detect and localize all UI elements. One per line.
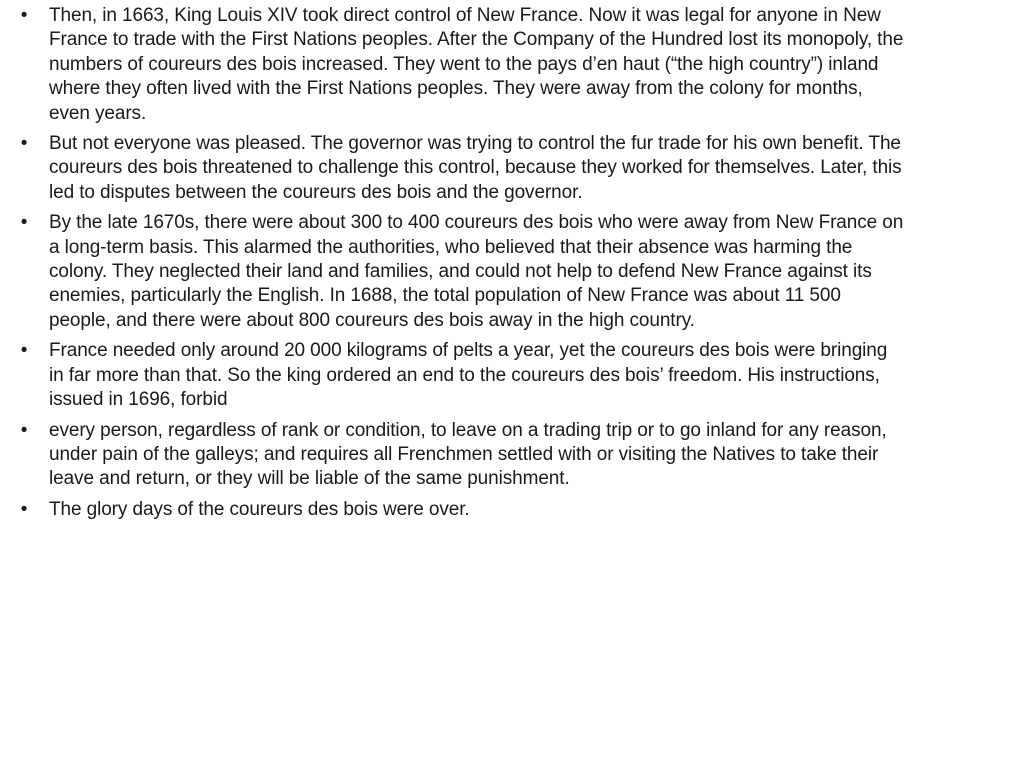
bullet-item	[14, 4, 904, 126]
bullet-item	[14, 498, 904, 522]
bullet-icon: •	[20, 340, 28, 362]
bullet-item	[14, 211, 904, 333]
bullet-icon: •	[20, 212, 28, 234]
bullet-text: France needed only around 20 000 kilograms of pelts a year, yet the coureurs des bois were bringing in far more than that. So the king ordered an end to the coureurs des bois’ freedom. His instructions, issued in 1696, forbid	[49, 340, 888, 411]
bullet-list	[14, 4, 904, 528]
bullet-item	[14, 132, 904, 205]
bullet-icon: •	[20, 133, 28, 155]
bullet-icon: •	[20, 419, 28, 441]
bullet-item	[14, 419, 904, 492]
bullet-text: Then, in 1663, King Louis XIV took direct control of New France. Now it was legal for anyone in New France to trade with the First Nations peoples. After the Company of the Hundred lost its monopoly, the numbers of coureurs des bois increased. They went to the pays d’en haut (“the high country”) inland where they often lived with the First Nations peoples. They were away from the colony for months, even years.	[49, 5, 904, 124]
bullet-text: The glory days of the coureurs des bois were over.	[49, 498, 470, 520]
bullet-text: But not everyone was pleased. The governor was trying to control the fur trade for his own benefit. The coureurs des bois threatened to challenge this control, because they worked for themselves. Later, this led to disputes between the coureurs des bois and the governor.	[49, 133, 902, 203]
bullet-icon: •	[20, 498, 28, 520]
bullet-icon: •	[20, 5, 28, 26]
bullet-text: By the late 1670s, there were about 300 to 400 coureurs des bois who were away from New France on a long-term basis. This alarmed the authorities, who believed that their absence was harming the colony. They neglected their land and families, and could not help to defend New France against its enemies, particularly the English. In 1688, the total population of New France was about 11 500 people, and there were about 800 coureurs des bois away in the high country.	[49, 212, 904, 331]
bullet-item	[14, 339, 904, 412]
bullet-text: every person, regardless of rank or condition, to leave on a trading trip or to go inland for any reason, under pain of the galleys; and requires all Frenchmen settled with or visiting the Natives to take their leave and return, or they will be liable of the same punishment.	[49, 419, 887, 490]
